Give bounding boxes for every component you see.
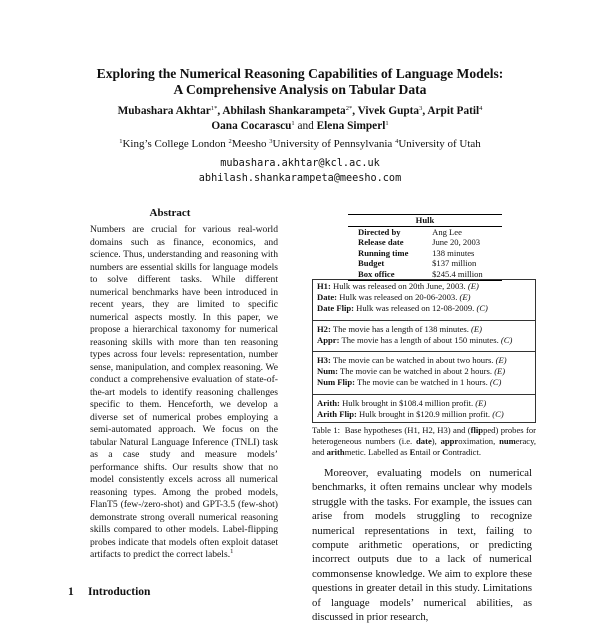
abstract-title: Abstract (149, 207, 191, 219)
caption-text: ), (431, 436, 441, 447)
table-row (348, 248, 502, 259)
table-row (348, 258, 502, 269)
hyp-tag: (E) (467, 281, 479, 291)
group-divider (313, 394, 535, 395)
hyp-text: The movie can be watched in about 2 hours. (340, 366, 493, 377)
affiliation: University of Utah (398, 138, 481, 150)
affil-sup: 4 (395, 138, 399, 145)
abstract-text: Numbers are crucial for various real-world domains such as finance, economics, and science. Thus, understanding and reasoning with numbers are essential skills for language models to solve different tasks. While different numerical benchmarks have been introduced in recent years, they are limited to specific numerical aspects mostly. In this paper, we propose a hierarchical taxonomy for numerical reasoning skills with more than ten reasoning types across four levels: representation, number sense, manipulation, and complex reasoning. We conduct a comprehensive evaluation of state-of-the-art models to identify reasoning challenges specific to them. Henceforth, we develop a diverse set of numerical probes employing a semi-automated approach. We focus on the tabular Natural Language Inference (TNLI) task as a case study and measure models’ performance shifts. Our results show that no model consistently excels across all numerical reasoning types. Among the probed models, FlanT5 (few-/zero-shot) and GPT-3.5 (few-shot) demonstrate strong overall numerical reasoning skills compared to other models. Label-flipping probes indicate that models often exploit dataset artifacts to predict the correct labels. (90, 224, 278, 560)
hyp-tag: (C) (489, 377, 502, 388)
hyp-tag: (C) (476, 303, 488, 314)
table-caption (312, 425, 536, 459)
hyp-label: Date: (317, 292, 338, 303)
title-line-1: Exploring the Numerical Reasoning Capabilities of Language Models: (96, 66, 504, 81)
section-title: Introduction (88, 586, 151, 598)
authors-and: and (297, 120, 314, 132)
caption-label: Table 1: (312, 425, 341, 435)
table-value: June 20, 2003 (432, 237, 481, 248)
table-value: 138 minutes (432, 247, 475, 258)
title-line-2: A Comprehensive Analysis on Tabular Data (173, 82, 427, 97)
hyp-tag: (E) (494, 366, 506, 377)
author-sup: 4 (479, 105, 483, 112)
section-number: 1 (68, 586, 74, 598)
caption-text: oximation, (458, 436, 500, 447)
table-value: Ang Lee (432, 226, 462, 237)
affil-sup: 3 (269, 138, 273, 145)
hyp-tag: (E) (459, 292, 471, 303)
hyp-text: The movie can be watched in 1 hours. (356, 377, 488, 388)
hyp-label: Date Flip: (317, 303, 354, 314)
hypothesis-line (313, 303, 535, 314)
author-name: Oana Cocarascu (211, 120, 292, 132)
hypothesis-line (313, 366, 535, 377)
hyp-label: H3: (317, 355, 331, 366)
paper-title (40, 66, 560, 98)
hypothesis-line (313, 355, 535, 366)
table-key: Running time (358, 247, 409, 258)
hyp-tag: (C) (500, 334, 513, 345)
caption-text: ped) probes for heterogeneous numbers (i.e. (312, 425, 536, 447)
hyp-label: Num: (317, 366, 339, 377)
caption-text: ontradict. (448, 447, 481, 458)
author-sup: 2* (345, 105, 353, 112)
table-row (348, 237, 502, 248)
affil-sup: 2 (228, 138, 232, 145)
caption-bold: C (442, 447, 449, 458)
section-heading (68, 586, 150, 598)
hyp-label: Appr: (317, 334, 340, 345)
email-2[interactable]: abhilash.shankarampeta@meesho.com (198, 173, 402, 184)
hyp-text: The movie has a length of about 150 minutes. (341, 334, 499, 345)
hyp-label: Arith Flip: (317, 408, 357, 419)
caption-text: Base hypotheses (H1, H2, H3) and ( (344, 425, 471, 435)
affiliation: Meesho (231, 138, 267, 150)
caption-text: ntail or (415, 447, 443, 458)
hyp-tag: (E) (471, 323, 483, 334)
table-key: Directed by (358, 226, 401, 237)
table-key: Box office (348, 269, 430, 280)
hypothesis-line (313, 335, 535, 346)
author-sup: 1 (385, 120, 389, 127)
caption-bold: appr (440, 436, 459, 447)
hyp-text: Hulk was released on 20-06-2003. (339, 292, 458, 303)
hypothesis-line (313, 409, 535, 420)
authors-line-1: Mubashara Akhtar$^{1*}$, Abhilash Shankarampeta$^{2*}$, Vivek Gupta$^3$, Arpit Patil$^4$ (117, 105, 483, 117)
hypothesis-line (313, 281, 535, 292)
hyp-tag: (E) (495, 355, 507, 366)
infobox-table (348, 214, 502, 281)
footnote-mark[interactable]: 1 (230, 548, 234, 555)
hypothesis-line (313, 324, 535, 335)
caption-bold: arith (326, 447, 345, 458)
group-divider (313, 351, 535, 352)
email-1[interactable]: mubashara.akhtar@kcl.ac.uk (220, 158, 380, 169)
table-value: $137 million (432, 258, 477, 269)
body-paragraph-text: Moreover, evaluating models on numerical benchmarks, it often remains unclear why models struggle with the tasks. For example, the issues can arise from models struggling to recognize numerical representations in text, failing to compute arithmetic operations, or predicting incorrect outputs due to a lack of numerical commonsense knowledge. We aim to explore these questions in greater detail in this study. Limitations of language models’ numerical abilities, as discussed in prior research, (312, 467, 532, 624)
hypotheses-box (312, 279, 536, 423)
author-sup: 1* (210, 105, 218, 112)
hyp-label: Num Flip: (317, 377, 355, 388)
caption-text: eracy, and (312, 436, 536, 458)
hyp-label: H2: (317, 323, 331, 334)
caption-bold: E (409, 447, 416, 458)
hypothesis-line (313, 292, 535, 303)
hyp-text: Hulk was released on 12-08-2009. (356, 303, 475, 314)
hyp-label: Arith: (317, 397, 340, 408)
affiliation: University of Pennsylvania (272, 138, 393, 150)
abstract-body (90, 224, 278, 562)
table-row (348, 226, 502, 237)
group-divider (313, 320, 535, 321)
hypothesis-line (313, 398, 535, 409)
caption-text: metic. Labelled as (344, 447, 410, 458)
table-key: Budget (358, 258, 385, 269)
hyp-text: The movie can be watched in about two hours. (332, 355, 494, 366)
table-key: Release date (358, 237, 404, 248)
author-name: Mubashara Akhtar (117, 105, 211, 117)
author-name: Abhilash Shankarampeta (222, 105, 346, 117)
affiliation: King’s College London (122, 138, 226, 150)
affil-sup: 1 (119, 138, 123, 145)
hyp-text: Hulk brought in $120.9 million profit. (359, 408, 491, 419)
authors-line-2 (40, 120, 560, 132)
author-sup: 3 (419, 105, 423, 112)
affiliations (40, 138, 560, 150)
author-name: Vivek Gupta (357, 105, 420, 117)
author-name: Arpit Patil (427, 105, 480, 117)
hyp-text: Hulk was released on 20th June, 2003. (333, 281, 466, 291)
hyp-text: The movie has a length of 138 minutes. (332, 323, 469, 334)
author-sup: 1 (291, 120, 295, 127)
hyp-label: H1: (317, 281, 331, 291)
hypothesis-line (313, 377, 535, 388)
hyp-tag: (E) (475, 397, 487, 408)
infobox-title: Hulk (348, 215, 502, 227)
caption-bold: num (499, 436, 516, 447)
hyp-tag: (C) (492, 408, 504, 419)
author-name: Elena Simperl (316, 120, 386, 132)
body-paragraph (312, 466, 532, 624)
hyp-text: Hulk brought in $108.4 million profit. (342, 397, 474, 408)
caption-bold: flip (470, 425, 484, 435)
caption-bold: date (416, 436, 432, 447)
table-value: $245.4 million (430, 269, 502, 280)
